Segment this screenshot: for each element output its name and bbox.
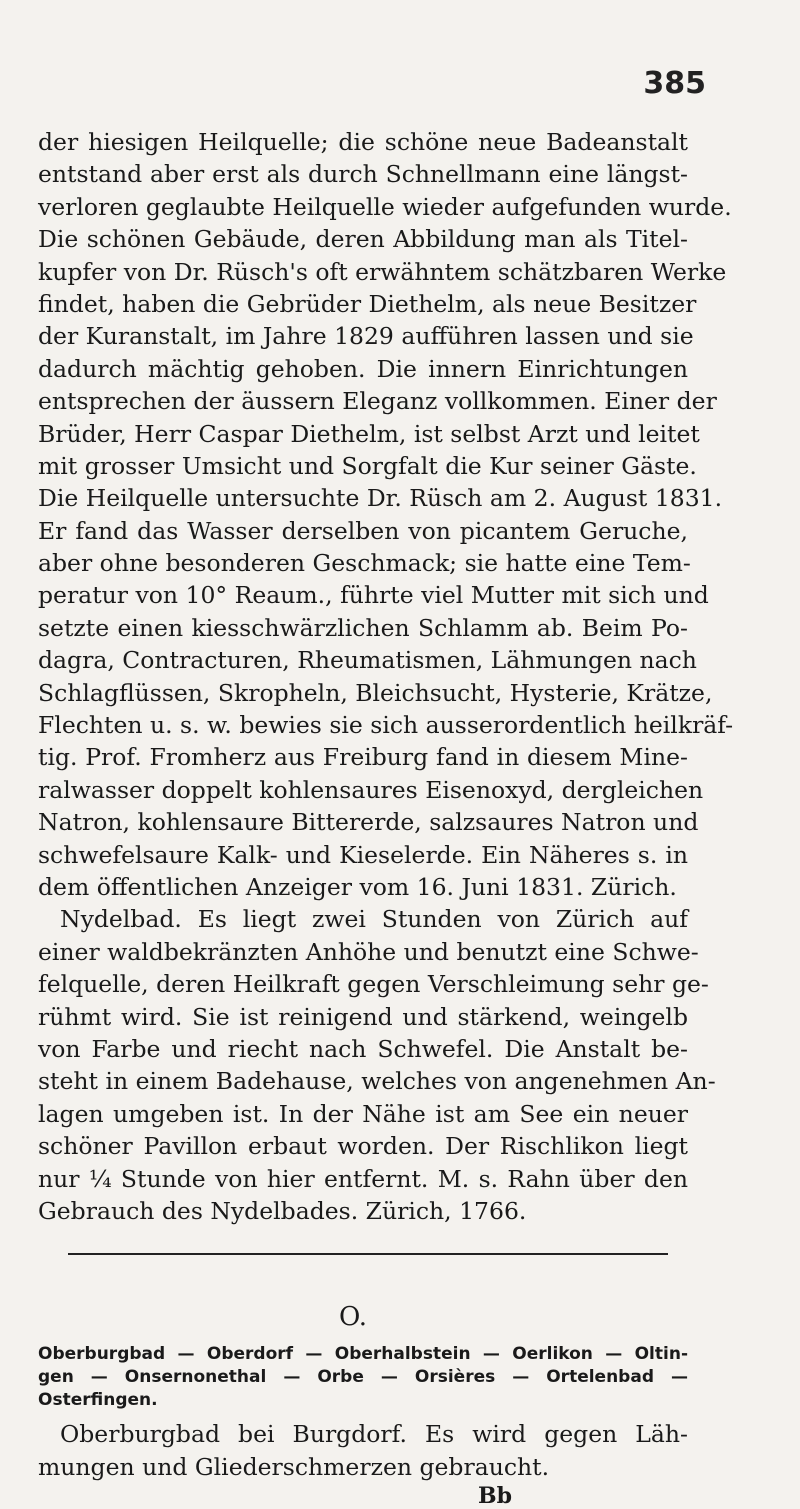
section-divider [68,1253,668,1255]
body-line: Gebrauch des Nydelbades. Zürich, 1766. [38,1196,527,1225]
body-line: lagen umgeben ist. In der Nähe ist am See ein neuer [38,1099,688,1128]
body-line: von Farbe und riecht nach Schwefel. Die Anstalt be- [38,1034,688,1063]
body-line: ralwasser doppelt kohlensaures Eisenoxyd, dergleichen [38,775,704,804]
body-line: schwefelsaure Kalk- und Kieselerde. Ein Näheres s. in [38,840,688,869]
body-line: dadurch mächtig gehoben. Die innern Einrichtungen [38,354,688,383]
catchword: Bb [478,1483,512,1509]
text-column [38,126,734,1509]
body-line: der Kuranstalt, im Jahre 1829 aufführen lassen und sie [38,322,694,351]
body-line: Schlagflüssen, Skropheln, Bleichsucht, Hysterie, Krätze, [38,678,713,707]
body-line: Die schönen Gebäude, deren Abbildung man als Titel- [38,225,688,254]
body-line: rühmt wird. Sie ist reinigend und stärkend, weingelb [38,1002,688,1031]
body-line: Brüder, Herr Caspar Diethelm, ist selbst Arzt und leitet [38,419,700,448]
body-line: der hiesigen Heilquelle; die schöne neue Badeanstalt [38,128,688,156]
body-line: felquelle, deren Heilkraft gegen Verschleimung sehr ge- [38,970,709,999]
body-line: findet, haben die Gebrüder Diethelm, als neue Besitzer [38,289,697,318]
body-line: aber ohne besonderen Geschmack; sie hatte eine Tem- [38,549,691,578]
body-line: verloren geglaubte Heilquelle wieder aufgefunden wurde. [38,192,732,221]
page-number: 385 [643,66,706,101]
index-line: Oberburgbad — Oberdorf — Oberhalbstein — Oerlikon — Oltin- [38,1344,688,1365]
index-list [38,1343,688,1412]
body-line: Er fand das Wasser derselben von picantem Geruche, [38,516,688,545]
body-line: Flechten u. s. w. bewies sie sich ausserordentlich heilkräf- [38,711,734,740]
body-line: entsprechen der äussern Eleganz vollkommen. Einer der [38,387,717,416]
body-line: dagra, Contracturen, Rheumatismen, Lähmungen nach [38,646,697,675]
body-line: tig. Prof. Fromherz aus Freiburg fand in diesem Mine- [38,743,688,772]
index-line: gen — Onsernonethal — Orbe — Orsières — Ortelenbad — [38,1367,688,1388]
body-line: setzte einen kiesschwärzlichen Schlamm ab. Beim Po- [38,613,688,642]
body-line: schöner Pavillon erbaut worden. Der Rischlikon liegt [38,1132,688,1161]
body-line: steht in einem Badehause, welches von angenehmen An- [38,1067,716,1096]
index-line: Osterfingen. [38,1390,158,1411]
body-line: dem öffentlichen Anzeiger vom 16. Juni 1831. Zürich. [38,872,677,901]
body-line: peratur von 10° Reaum., führte viel Mutter mit sich und [38,581,709,610]
body-line: mit grosser Umsicht und Sorgfalt die Kur seiner Gäste. [38,451,697,480]
body-line: mungen und Gliederschmerzen gebraucht. [38,1452,550,1481]
section-heading: O. [338,1302,368,1333]
body-line: entstand aber erst als durch Schnellmann eine längst- [38,160,688,189]
body-line: Nydelbad. Es liegt zwei Stunden von Zürich auf [60,905,688,934]
body-text [38,126,734,1227]
body-line: Die Heilquelle untersuchte Dr. Rüsch am 2. August 1831. [38,484,723,513]
body-line: Oberburgbad bei Burgdorf. Es wird gegen Läh- [60,1420,688,1449]
body-line: Natron, kohlensaure Bittererde, salzsaures Natron und [38,808,699,837]
body-line: nur ¼ Stunde von hier entfernt. M. s. Rahn über den [38,1164,688,1193]
body-line: kupfer von Dr. Rüsch's oft erwähntem schätzbaren Werke [38,257,727,286]
body-line: einer waldbekränzten Anhöhe und benutzt eine Schwe- [38,937,699,966]
